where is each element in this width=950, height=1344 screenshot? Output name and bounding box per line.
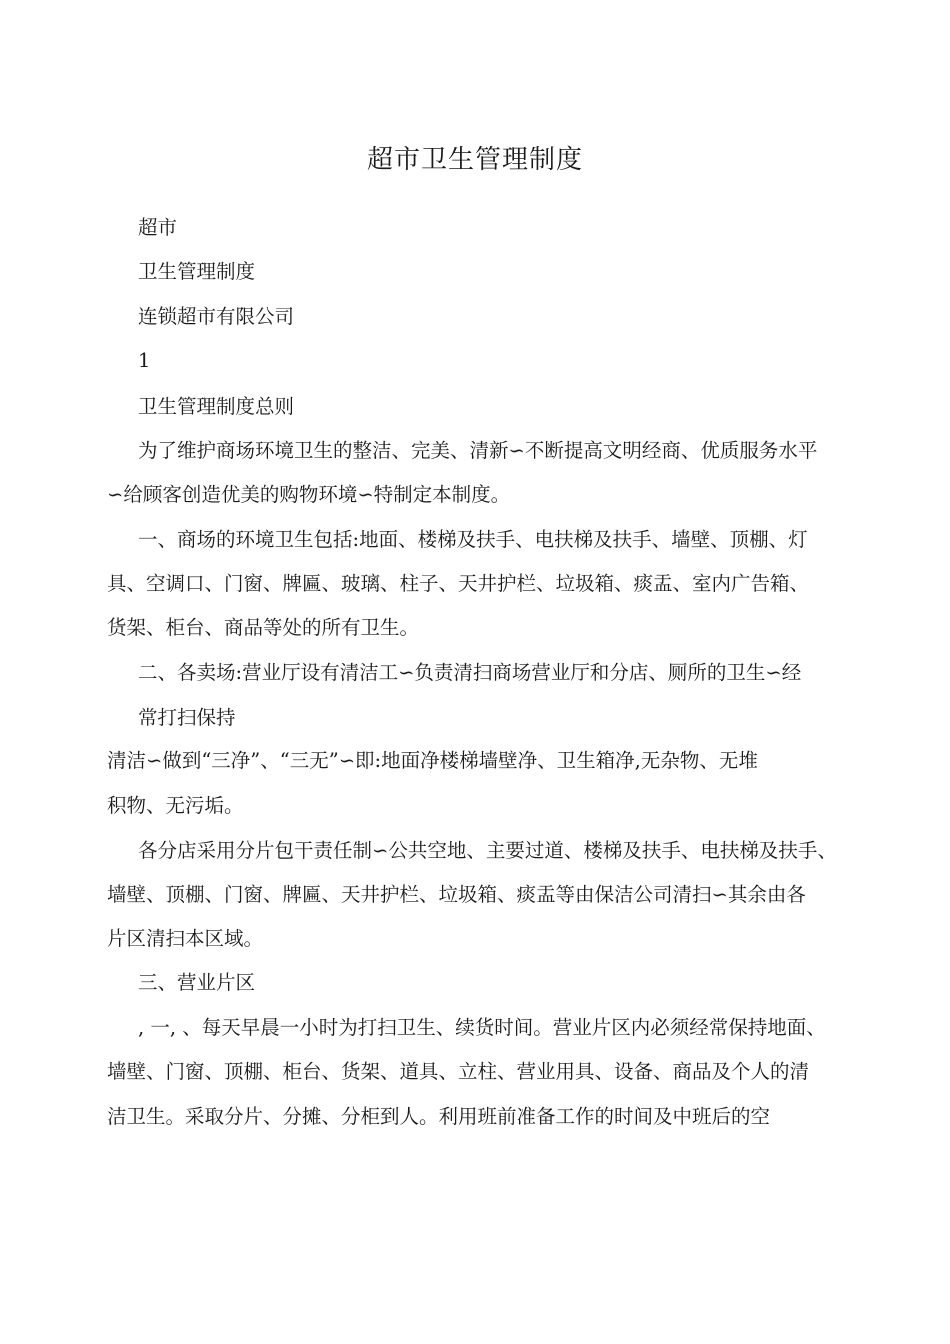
paragraph-line: 积物、无污垢。: [107, 794, 244, 817]
paragraph-line: 一、商场的环境卫生包括:地面、楼梯及扶手、电扶梯及扶手、墙壁、顶棚、灯: [138, 528, 808, 551]
section-heading-general: 卫生管理制度总则: [138, 395, 295, 418]
paragraph-line: 墙壁、顶棚、门窗、牌匾、天井护栏、垃圾箱、痰盂等由保洁公司清扫∽其余由各: [107, 883, 806, 906]
paragraph-line: 货架、柜台、商品等处的所有卫生。: [107, 616, 420, 639]
paragraph-line: 二、各卖场:营业厅设有清洁工∽负责清扫商场营业厅和分店、厕所的卫生∽经: [138, 661, 802, 684]
paragraph-line: 洁卫生。采取分片、分摊、分柜到人。利用班前准备工作的时间及中班后的空: [107, 1105, 771, 1128]
page-number: 1: [138, 349, 151, 372]
paragraph-line: , 一, 、每天早晨一小时为打扫卫生、续货时间。营业片区内必须经常保持地面、: [138, 1016, 826, 1039]
cover-line-supermarket: 超市: [138, 216, 178, 239]
paragraph-line: 片区清扫本区域。: [107, 927, 264, 950]
paragraph-line: 具、空调口、门窗、牌匾、玻璃、柱子、天井护栏、垃圾箱、痰盂、室内广告箱、: [107, 572, 810, 595]
document-title: 超市卫生管理制度: [366, 145, 583, 175]
cover-line-company: 连锁超市有限公司: [138, 305, 295, 328]
paragraph-line: ∽给顾客创造优美的购物环境∽特制定本制度。: [107, 483, 511, 506]
paragraph-line: 各分店采用分片包干责任制∽公共空地、主要过道、楼梯及扶手、电扶梯及扶手、: [138, 839, 837, 862]
section-heading-business-area: 三、营业片区: [138, 971, 256, 994]
cover-line-regulation: 卫生管理制度: [138, 260, 256, 283]
paragraph-line: 墙壁、门窗、顶棚、柜台、货架、道具、立柱、营业用具、设备、商品及个人的清: [107, 1060, 810, 1083]
paragraph-line: 常打扫保持: [138, 706, 236, 729]
paragraph-line: 为了维护商场环境卫生的整洁、完美、清新∽不断提高文明经商、优质服务水平: [138, 439, 818, 462]
paragraph-line: 清洁∽做到“三净”、“三无”∽即:地面净楼梯墙壁净、卫生箱净,无杂物、无堆: [107, 749, 758, 772]
